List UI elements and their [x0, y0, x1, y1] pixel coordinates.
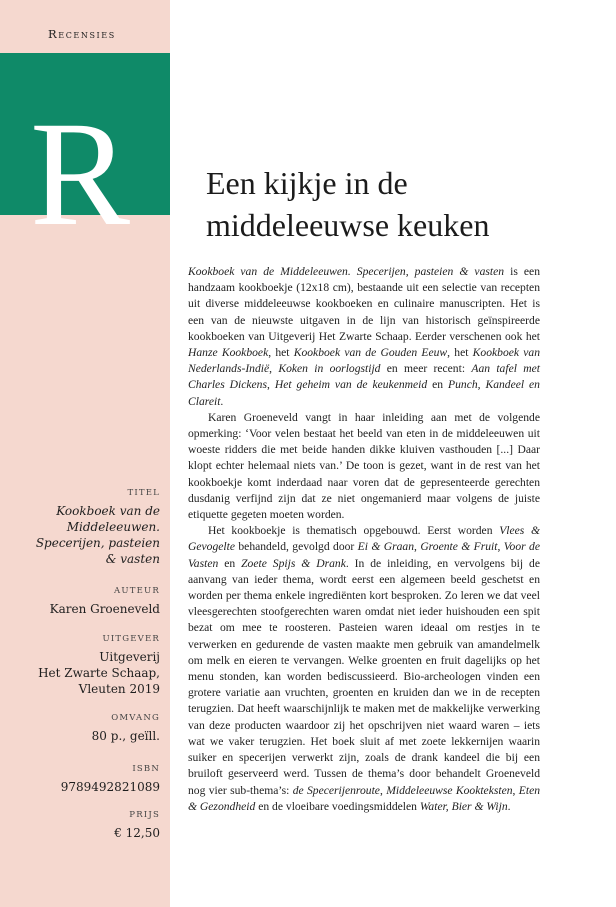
drop-letter-block [0, 53, 170, 257]
text: , [414, 540, 421, 554]
text: . In de inleiding, en vervolgens bij de aanvang van ieder thema, wordt eerst een algemeen beeld geschetst en worden per thema enkele ingrediënten kort besproken. Zo leren we dat veel vleesgerechten stoofgerechten waren omdat niet ieder huishouden een spit bezat om mee te roosteren. Pasteien waren ideaal om restjes in te verwerken en gedurende de vasten maakte men gebruik van amandelmelk om melk en eieren te vervangen. Welke groenten en fruit dagelijks op het menu stonden, kan worden bediscussieerd. Bio-archeologen vinden een grotere variatie aan vruchten, groenten en kruiden dan we in de recepten terugzien. Dat heeft waarschijnlijk te maken met de makkelijke verwerking van deze producten waardoor zij het opschrijven niet waard waren – iets wat we vaker terugzien. Het boek sluit af met zoete lekkernijen waarin suiker en specerijen verwerkt zijn, zoals de drank kandeel die bij een bruiloft geserveerd werd. Tussen de thema’s door behandelt Groeneveld nog vier sub-thema’s: [188, 556, 540, 797]
text: en meer recent: [380, 362, 472, 376]
text: . [507, 799, 511, 813]
theme-title: Groente & Fruit [420, 540, 498, 554]
meta-titel [0, 488, 160, 567]
text: , [269, 362, 279, 376]
text: , [267, 378, 275, 392]
text: en de vloeibare voedingsmiddelen [255, 799, 420, 813]
paragraph-3 [188, 523, 540, 815]
drop-letter: R [30, 91, 131, 257]
theme-title: Ei & Graan [357, 540, 415, 554]
meta-omvang-value: 80 p., geïll. [91, 729, 160, 743]
theme-title: Middeleeuwse Kookteksten [386, 783, 513, 797]
meta-titel-line: Kookboek van de [56, 504, 160, 518]
meta-auteur-value: Karen Groeneveld [49, 602, 160, 616]
theme-title: Zoete Spijs & Drank [241, 556, 346, 570]
headline-line-1: Een kijkje in de [206, 165, 408, 201]
meta-auteur-label: AUTEUR [114, 586, 160, 596]
text: , het [268, 346, 294, 360]
article-headline [206, 162, 586, 246]
text: Het kookboekje is thematisch opgebouwd. Eerst worden [208, 524, 500, 538]
meta-uitgever-line: Vleuten 2019 [78, 682, 160, 696]
meta-prijs-value: € 12,50 [114, 826, 160, 840]
article-body [188, 264, 540, 815]
text: behandeld, gevolgd door [235, 540, 358, 554]
theme-title: Vlees & Gevogelte [188, 524, 540, 554]
meta-isbn-value: 9789492821089 [60, 780, 160, 794]
meta-uitgever [0, 634, 160, 697]
text: en [218, 556, 242, 570]
paragraph-2: Karen Groeneveld vangt in haar inleiding aan met de volgende opmerking: ‘Voor velen bestaat het beeld van eten in de middeleeuwen uit woeste ridders die met beide handen dikke kluiven vasthouden [...] Daar klopt echter helemaal niets van.’ De toon is gezet, want in de rest van het kookboekje komt inderdaad naar voren dat de gepresenteerde gerechten dusdanig verfijnd zijn dat ze niet ongemanierd maar volgens de juiste etiquette gegeten moeten worden. [188, 410, 540, 522]
meta-isbn-label: ISBN [132, 764, 160, 774]
sidebar [0, 0, 170, 907]
theme-title: Eten & Gezondheid [188, 783, 541, 813]
text: , [512, 783, 519, 797]
text: , het [447, 346, 473, 360]
meta-auteur [0, 586, 160, 617]
text: , [497, 540, 504, 554]
book-title: Koken in oorlogstijd [278, 362, 381, 376]
book-title: Kookboek van de Middeleeuwen. Specerijen, pasteien & vasten [188, 265, 505, 278]
meta-omvang-label: OMVANG [111, 713, 160, 723]
meta-prijs [0, 810, 160, 841]
text: , [379, 783, 387, 797]
meta-titel-line: Middeleeuwen. [66, 520, 160, 534]
meta-uitgever-line: Uitgeverij [99, 650, 160, 664]
meta-isbn [0, 764, 160, 795]
theme-title: Voor de Vasten [188, 540, 540, 570]
book-title: Het geheim van de keukenmeid [274, 378, 428, 392]
section-label: Recensies [48, 27, 116, 41]
meta-titel-label: TITEL [127, 488, 160, 498]
meta-uitgever-line: Het Zwarte Schaap, [38, 666, 160, 680]
text: en [427, 378, 449, 392]
theme-title: de Specerijenroute [292, 783, 380, 797]
book-title: Hanze Kookboek [188, 346, 269, 360]
headline-line-2: middeleeuwse keuken [206, 207, 490, 243]
meta-omvang [0, 713, 160, 744]
book-title: Punch, Kandeel en Clareit [188, 378, 540, 408]
book-title: Aan tafel met Charles Dickens [188, 362, 540, 392]
text: . [220, 394, 224, 408]
book-title: Kookboek van de Gouden Eeuw [293, 346, 448, 360]
theme-title: Water, Bier & Wijn [419, 799, 508, 813]
meta-titel-line: Specerijen, pasteien [35, 536, 160, 550]
paragraph-1 [188, 264, 540, 410]
meta-uitgever-label: UITGEVER [102, 634, 160, 644]
text: is een handzaam kookboekje (12x18 cm), bestaande uit een selectie van recepten uit diverse middeleeuwse kookboeken en culinaire manuscripten. Het is een van de nieuwste uitgaven in de lijn van historisch geïnspireerde kookboeken van Uitgeverij Het Zwarte Schaap. Eerder verschenen ook het [188, 265, 541, 343]
meta-prijs-label: PRIJS [129, 810, 160, 820]
meta-titel-line: & vasten [105, 552, 160, 566]
book-title: Kookboek van Nederlands-Indië [188, 346, 540, 376]
